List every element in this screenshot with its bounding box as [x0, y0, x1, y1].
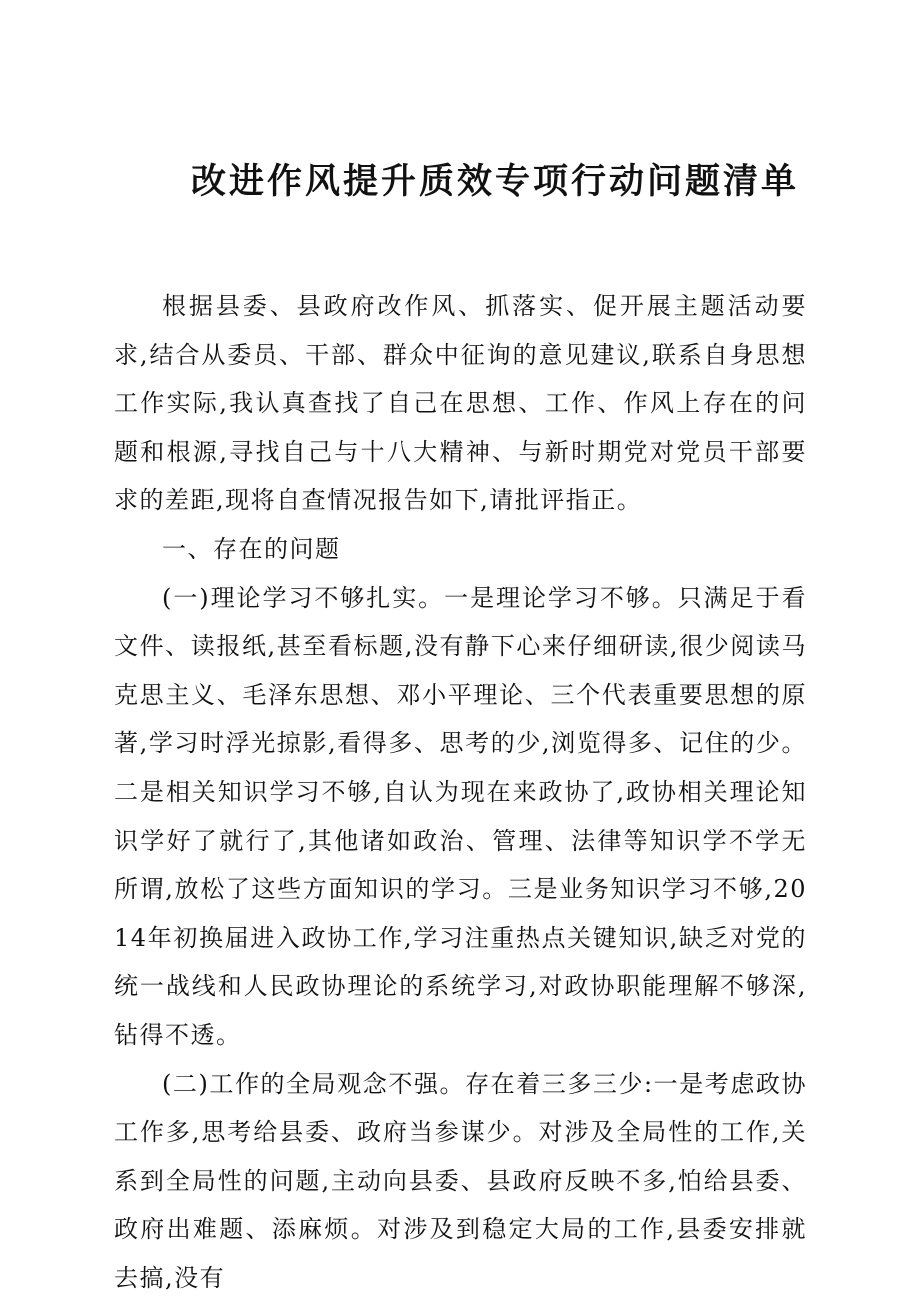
- section-heading-problems: 一、存在的问题: [162, 534, 341, 563]
- paragraph-intro: 根据县委、县政府改作风、抓落实、促开展主题活动要求,结合从委员、干部、群众中征询的意见建议,联系自身思想工作实际,我认真查找了自己在思想、工作、作风上存在的问题和根源,寻找自己与十八大精神、与新时期党对党员干部要求的差距,现将自查情况报告如下,请批评指正。: [114, 292, 807, 515]
- document-title: 改进作风提升质效专项行动问题清单: [190, 161, 799, 202]
- paragraph-theory-study: (一)理论学习不够扎实。一是理论学习不够。只满足于看文件、读报纸,甚至看标题,没有静下心来仔细研读,很少阅读马克思主义、毛泽东思想、邓小平理论、三个代表重要思想的原著,学习时浮光掠影,看得多、思考的少,浏览得多、记住的少。二是相关知识学习不够,自认为现在来政协了,政协相关理论知识学好了就行了,其他诸如政治、管理、法律等知识学不学无所谓,放松了这些方面知识的学习。三是业务知识学习不够,2014年初换届进入政协工作,学习注重热点关键知识,缺乏对党的统一战线和人民政协理论的系统学习,对政协职能理解不够深,钻得不透。: [114, 583, 807, 1049]
- paragraph-overall-view: (二)工作的全局观念不强。存在着三多三少:一是考虑政协工作多,思考给县委、政府当参谋少。对涉及全局性的工作,关系到全局性的问题,主动向县委、县政府反映不多,怕给县委、政府出难题、添麻烦。对涉及到稳定大局的工作,县委安排就去搞,没有: [114, 1069, 807, 1292]
- document-body: [114, 282, 807, 1302]
